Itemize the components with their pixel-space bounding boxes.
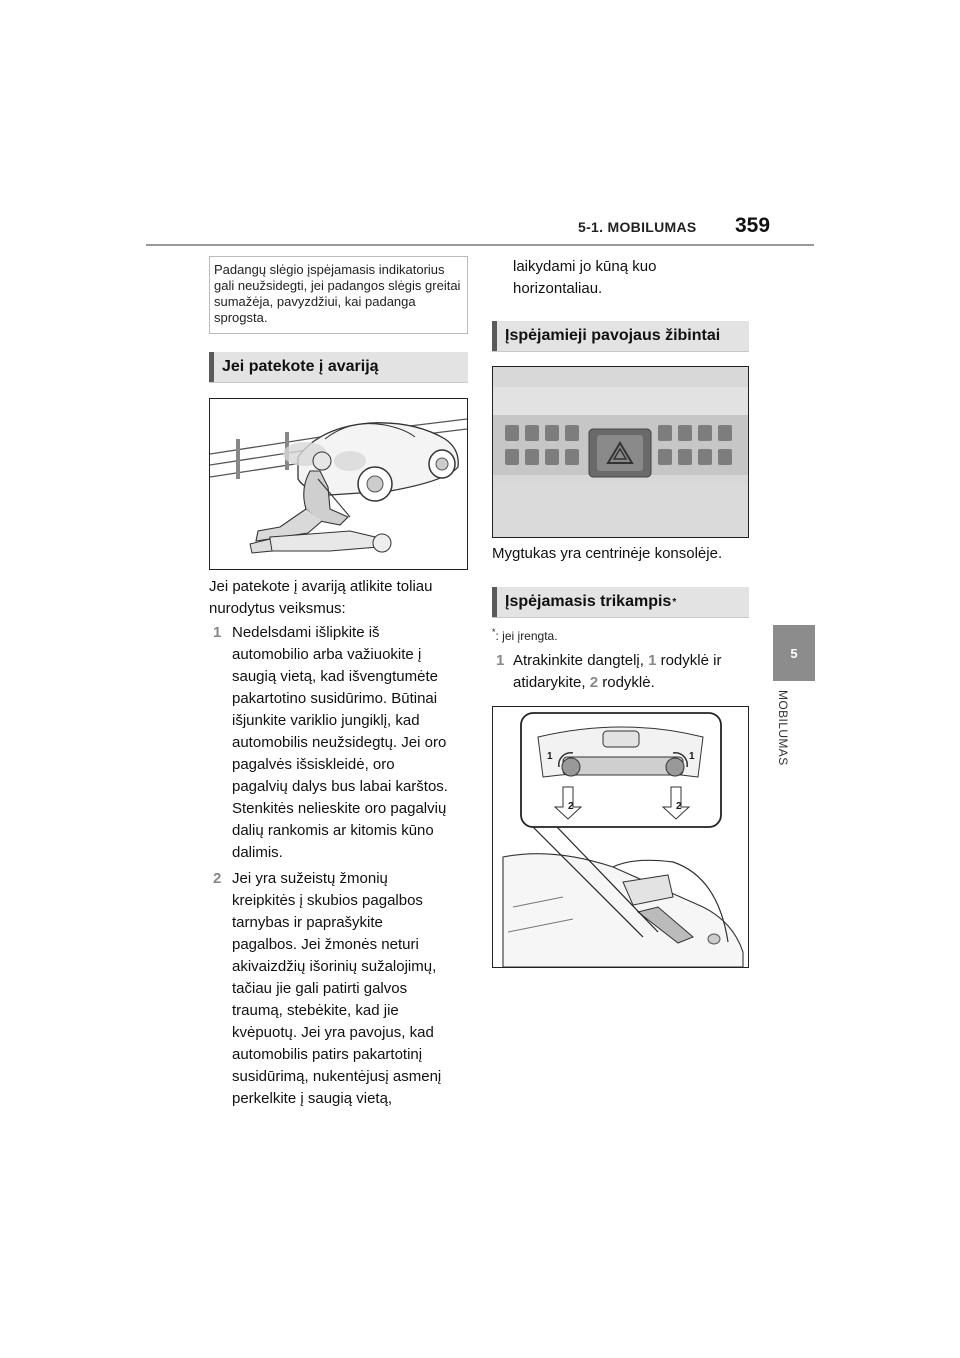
hazard-console-drawing: [493, 367, 748, 537]
callout-label: 2: [568, 801, 574, 812]
heading-underline: [209, 382, 468, 383]
step-line: pagalvės išsiskleidė, oro: [232, 756, 395, 773]
step-line: automobilio arba važiuokite į: [232, 646, 422, 663]
step-line: Nedelsdami išlipkite iš: [232, 624, 380, 641]
step-line: saugią vietą, kad išvengtumėte: [232, 668, 438, 685]
footnote-text: : jei įrengta.: [495, 629, 558, 643]
tire-pressure-note: Padangų slėgio įspėjamasis indikatorius gali neužsidegti, jei padangos slėgis greitai sumažėja, pavyzdžiui, kai padanga sprogsta.: [209, 256, 468, 334]
step-number: 1: [213, 624, 222, 641]
continuation-line-1: laikydami jo kūną kuo: [513, 258, 657, 275]
step-line: automobilis patirs pakartotinį: [232, 1046, 423, 1063]
intro-line-1: Jei patekote į avariją atlikite toliau: [209, 578, 433, 595]
triangle-heading-text: Įspėjamasis trikampis: [505, 593, 672, 610]
trunk-lid-drawing: [493, 707, 748, 967]
step-number: 2: [213, 870, 222, 887]
warning-triangle-heading: [492, 587, 749, 617]
callout-label: 1: [689, 751, 695, 762]
footnote-asterisk: *: [492, 627, 496, 637]
step-text-part: rodyklė ir: [660, 652, 722, 669]
chapter-label: [776, 690, 812, 800]
step-2: [209, 868, 479, 1118]
step-text-part: atidarykite,: [513, 674, 586, 691]
step-body: [513, 650, 763, 694]
arrow-ref-1: 1: [648, 652, 657, 669]
step-line: perkelkite į saugią vietą,: [232, 1090, 393, 1107]
step-line: traumą, stebėkite, kad jie: [232, 1002, 399, 1019]
step-line: Stenkitės nelieskite oro pagalvių: [232, 800, 447, 817]
step-body: [232, 868, 482, 1110]
step-line: automobilis neužsidegtų. Jei oro: [232, 734, 447, 751]
footnote: [492, 627, 752, 643]
intro-line-2: nurodytus veiksmus:: [209, 600, 346, 617]
hazard-heading-text: Įspėjamieji pavojaus žibintai: [505, 327, 721, 344]
step-line: tarnybas ir paprašykite: [232, 914, 383, 931]
step-line: išjunkite variklio jungiklį, kad: [232, 712, 420, 729]
continuation-line-2: horizontaliau.: [513, 280, 603, 297]
step-line: kvėpuotų. Jei yra pavojus, kad: [232, 1024, 434, 1041]
hazard-lights-heading: [492, 321, 749, 351]
header-divider: [146, 244, 814, 246]
step-line: dalimis.: [232, 844, 283, 861]
accident-scene-drawing: [210, 399, 467, 569]
step-body: [232, 622, 482, 864]
step-1: [209, 622, 479, 870]
step-text-part: rodyklė.: [602, 674, 655, 691]
accident-heading-text: Jei patekote į avariją: [222, 358, 379, 375]
step-line: pakartotino susidūrimo. Būtinai: [232, 690, 438, 707]
heading-underline: [492, 617, 749, 618]
page-number: 359: [735, 214, 771, 237]
triangle-step-1: [492, 650, 762, 696]
step-line: [513, 672, 763, 694]
section-title: 5-1. MOBILUMAS: [578, 219, 697, 235]
step-line: tačiau jie gali patirti galvos: [232, 980, 408, 997]
chapter-label-text: MOBILUMAS: [776, 690, 790, 766]
step-line: pagalvių dalys bus labai karštos.: [232, 778, 448, 795]
accident-illustration: [209, 398, 468, 570]
heading-underline: [492, 351, 749, 352]
hazard-caption: Mygtukas yra centrinėje konsolėje.: [492, 545, 723, 562]
step-line: [513, 650, 763, 672]
step-line: susidūrimą, nukentėjusį asmenį: [232, 1068, 442, 1085]
callout-label: 2: [676, 801, 682, 812]
step-text-part: Atrakinkite dangtelį,: [513, 652, 644, 669]
callout-label: 1: [547, 751, 553, 762]
step-line: Jei yra sužeistų žmonių: [232, 870, 388, 887]
warning-triangle-illustration: [492, 706, 749, 968]
step-line: dalių rankomis ar kitomis kūno: [232, 822, 434, 839]
step-line: akivaizdžių išorinių sužalojimų,: [232, 958, 437, 975]
arrow-ref-2: 2: [589, 674, 599, 691]
heading-asterisk: *: [672, 596, 677, 608]
accident-heading: [209, 352, 468, 382]
chapter-tab: 5: [773, 625, 815, 681]
step-number: 1: [496, 652, 505, 669]
step-line: pagalbos. Jei žmonės neturi: [232, 936, 419, 953]
hazard-button-illustration: [492, 366, 749, 538]
step-line: kreipkitės į skubios pagalbos: [232, 892, 423, 909]
